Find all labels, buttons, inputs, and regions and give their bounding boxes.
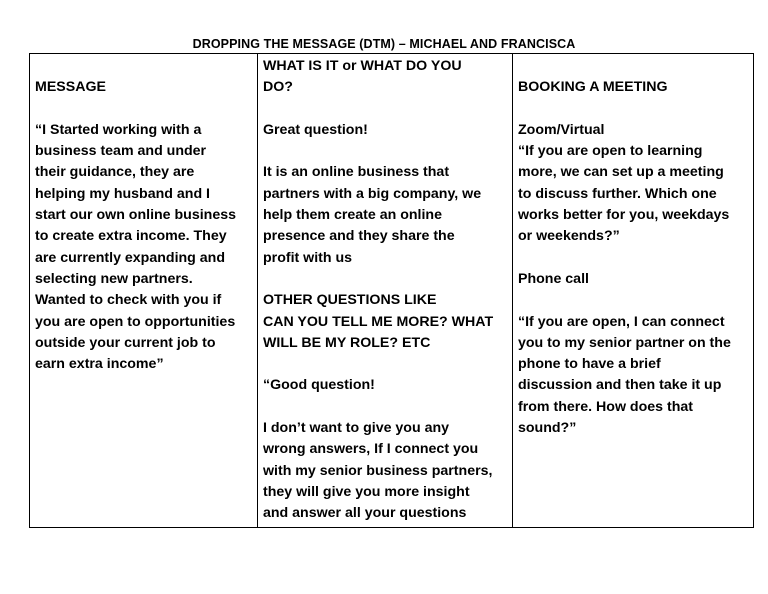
message-text-line: their guidance, they are xyxy=(35,164,195,181)
booking-column xyxy=(513,54,753,527)
what-is-it-text-line: Great question! xyxy=(263,121,368,138)
booking-a-meeting-text-line: Zoom/Virtual xyxy=(518,121,605,138)
blank-line xyxy=(263,397,508,418)
message-text-line: Wanted to check with you if xyxy=(35,292,222,309)
blank-line xyxy=(263,354,508,375)
what-is-it-text-line: with my senior business partners, xyxy=(263,462,493,479)
booking-a-meeting-text-line: phone to have a brief xyxy=(518,356,661,373)
what-is-it-text-line: OTHER QUESTIONS LIKE xyxy=(263,292,437,309)
what-is-it-text-line: wrong answers, If I connect you xyxy=(263,441,479,458)
what-is-it-text-line: It is an online business that xyxy=(263,164,450,181)
what-is-it-column xyxy=(258,54,513,527)
booking-a-meeting-text-line: from there. How does that xyxy=(518,398,693,415)
message-column xyxy=(30,54,258,527)
blank-line xyxy=(263,99,508,120)
what-is-it-text-line: presence and they share the xyxy=(263,228,455,245)
booking-a-meeting-text-line: discussion and then take it up xyxy=(518,377,722,394)
booking-a-meeting-text-line: “If you are open, I can connect xyxy=(518,313,725,330)
booking-a-meeting-text-line: BOOKING A MEETING xyxy=(518,79,668,96)
dtm-table xyxy=(29,53,754,528)
message-text-line: business team and under xyxy=(35,143,207,160)
blank-line xyxy=(518,290,749,311)
booking-a-meeting-text-line: more, we can set up a meeting xyxy=(518,164,724,181)
message-text-line: outside your current job to xyxy=(35,334,216,351)
message-text-line: you are open to opportunities xyxy=(35,313,236,330)
message-text-line: are currently expanding and xyxy=(35,249,226,266)
what-is-it-text-line: CAN YOU TELL ME MORE? WHAT xyxy=(263,313,494,330)
blank-line xyxy=(35,56,253,77)
what-is-it-text-line: WHAT IS IT or WHAT DO YOU xyxy=(263,58,462,74)
booking-a-meeting-text-line: or weekends?” xyxy=(518,228,620,245)
booking-a-meeting-text-line: sound?” xyxy=(518,420,577,437)
what-is-it-text-line: and answer all your questions xyxy=(263,505,467,522)
what-is-it-text-line: help them create an online xyxy=(263,207,442,224)
booking-a-meeting-text-line: works better for you, weekdays xyxy=(518,207,730,224)
message-text-line: to create extra income. They xyxy=(35,228,227,245)
booking-a-meeting-text-line: to discuss further. Which one xyxy=(518,185,717,202)
booking-a-meeting-text-line: you to my senior partner on the xyxy=(518,334,731,351)
what-is-it-text-line: partners with a big company, we xyxy=(263,185,482,202)
message-text-line: selecting new partners. xyxy=(35,270,193,287)
blank-line xyxy=(263,269,508,290)
what-is-it-text-line: I don’t want to give you any xyxy=(263,420,450,437)
document-title: DROPPING THE MESSAGE (DTM) – MICHAEL AND FRANCISCA xyxy=(192,37,576,51)
blank-line xyxy=(35,99,253,120)
message-text-line: helping my husband and I xyxy=(35,185,210,202)
blank-line xyxy=(518,56,749,77)
message-text-line: “I Started working with a xyxy=(35,121,202,138)
what-is-it-text-line: they will give you more insight xyxy=(263,483,470,500)
blank-line xyxy=(263,141,508,162)
what-is-it-text-line: DO? xyxy=(263,79,293,96)
blank-line xyxy=(518,99,749,120)
what-is-it-text-line: “Good question! xyxy=(263,377,375,394)
booking-a-meeting-text-line: “If you are open to learning xyxy=(518,143,703,160)
message-text-line: MESSAGE xyxy=(35,79,106,96)
what-is-it-text-line: WILL BE MY ROLE? ETC xyxy=(263,334,431,351)
what-is-it-text-line: profit with us xyxy=(263,249,353,266)
booking-a-meeting-text-line: Phone call xyxy=(518,270,589,287)
message-text-line: start our own online business xyxy=(35,207,237,224)
blank-line xyxy=(518,248,749,269)
message-text-line: earn extra income” xyxy=(35,356,164,373)
